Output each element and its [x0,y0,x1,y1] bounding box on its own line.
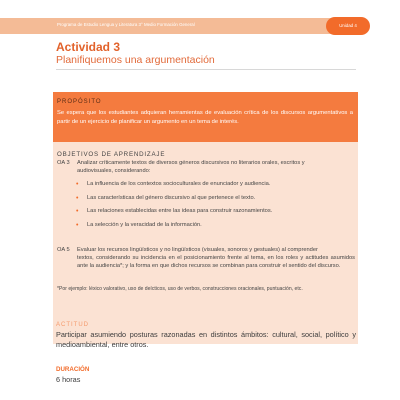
activity-info-box [53,92,358,344]
bullet-icon: • [76,181,79,188]
duration-heading: DURACIÓN [56,366,90,373]
unit-badge: Unidad 4 [326,17,370,35]
activity-title: Actividad 3 [56,40,121,54]
oa3-code: OA 3 [57,160,70,166]
oa5-text-first: Evaluar los recursos lingüísticos y no lingüísticos (visuales, sonoros y gestuales) al comprender [77,247,318,253]
objectives-footnote: *Por ejemplo: léxico valorativo, uso de deícticos, uso de verbos, construcciones oracionales, puntuación, etc. [57,286,303,292]
purpose-heading: PROPÓSITO [57,99,102,105]
list-item: • La influencia de los contextos socioculturales de enunciador y audiencia. [76,181,271,188]
bullet-icon: • [76,194,79,202]
oa3-text-rest: audiovisuales, considerando: [77,168,151,175]
objective-oa5 [57,246,355,271]
oa3-criteria-list [75,181,351,229]
title-divider [56,69,356,70]
duration-value: 6 horas [56,375,81,384]
bullet-icon: • [76,221,79,229]
purpose-text: Se espera que los estudiantes adquieran herramientas de evaluación crítica de los discursos argumentativos a partir de un ejercicio de planificar un argumento en un tema de interés. [57,110,353,125]
oa5-code: OA 5 [57,247,70,253]
oa5-text-rest: textos, considerando su incidencia en el posicionamiento frente al tema, en los roles y actitudes asumidos ante la audiencia*; y la forma en que dichos recursos se combinan para construir el sentido del discurso. [77,255,355,270]
list-item: • Las relaciones establecidas entre las ideas para construir razonamientos. [76,208,273,216]
objective-oa3 [57,159,353,176]
oa3-text-first: Analizar críticamente textos de diversos géneros discursivos no literarios orales, escritos y [77,160,305,166]
program-name: Programa de Estudio Lengua y Literatura 3° Medio Formación General [57,22,195,27]
objectives-heading: OBJETIVOS DE APRENDIZAJE [57,151,166,158]
list-item: • La selección y la veracidad de la información. [76,221,202,229]
activity-subtitle: Planifiquemos una argumentación [56,54,215,66]
attitude-heading: ACTITUD [56,322,89,328]
attitude-text: Participar asumiendo posturas razonadas en distintos ámbitos: cultural, social, político y medioambiental, entre otros. [56,330,356,350]
bullet-icon: • [76,208,79,216]
purpose-section [53,92,358,142]
list-item: • Las características del género discursivo al que pertenece el texto. [76,194,256,202]
